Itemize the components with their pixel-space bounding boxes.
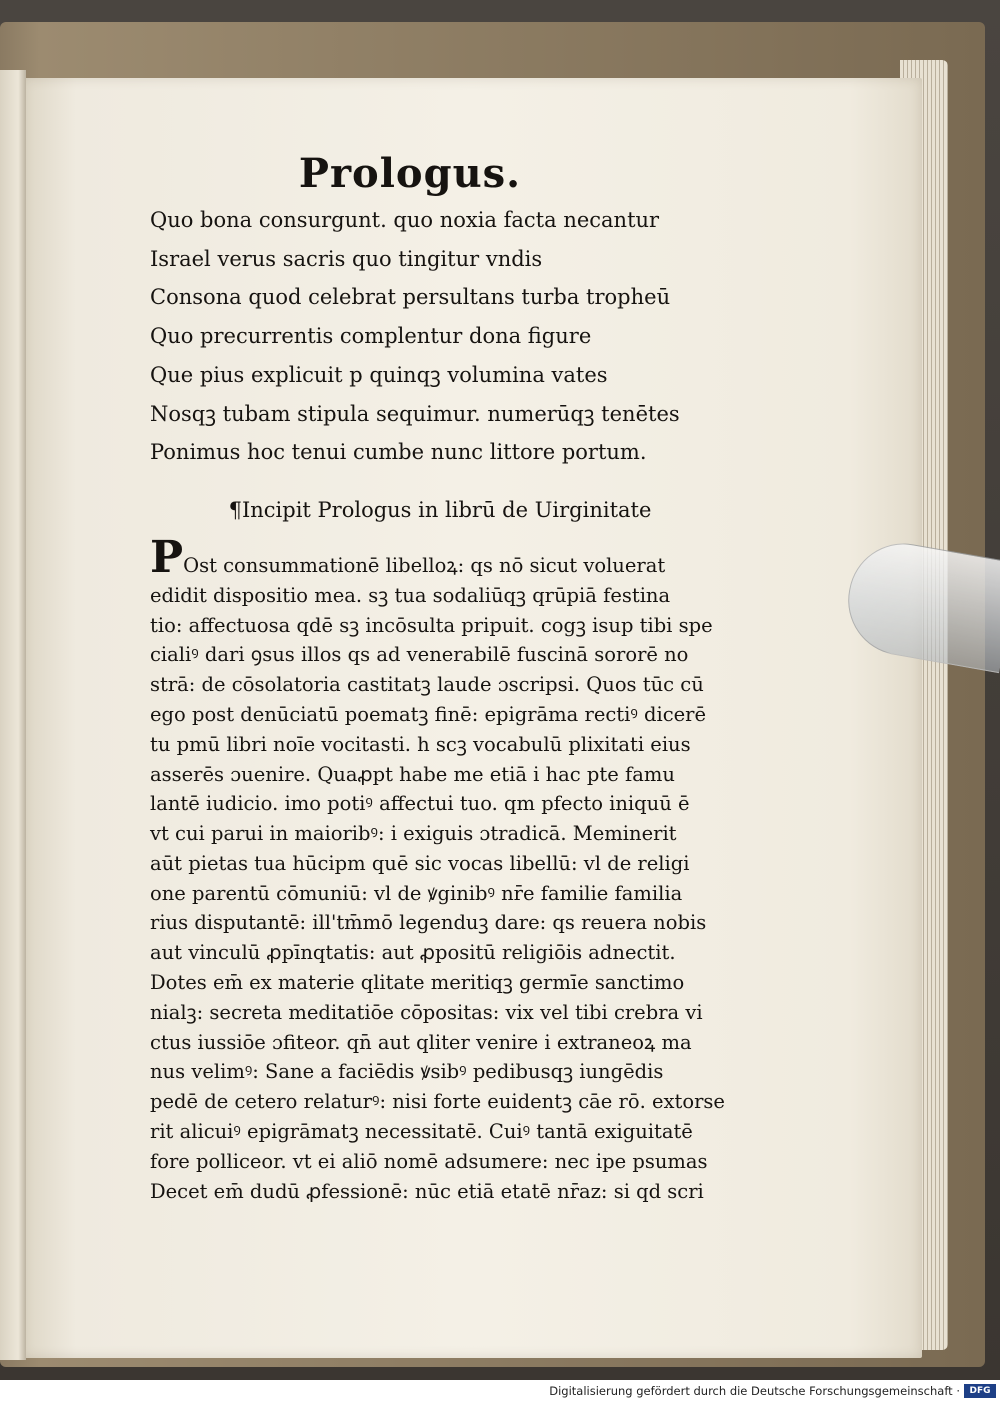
prose-line: edidit dispositio mea. sꝫ tua sodaliūqꝫ qrūpiā festina xyxy=(150,583,671,607)
prose-line xyxy=(150,531,710,583)
prose-line: rius disputantē: ill'tm̄mō legenduꝫ dare: qs reuera nobis xyxy=(150,911,707,935)
dfg-logo[interactable]: DFG xyxy=(964,1384,996,1398)
prose-line: tio: affectuosa qdē sꝫ incōsulta pripuit. cogꝫ isup tibi spe xyxy=(150,613,713,637)
drop-capital: P xyxy=(150,531,184,583)
prose-line: nialꝫ: secreta meditatiōe cōpositas: vix vel tibi crebra vi xyxy=(150,1000,703,1024)
prose-line: one parentū cōmuniū: vl de ꝟginibꝰ nr̄e familie familia xyxy=(150,881,683,905)
prose-line: rit alicuiꝰ epigrāmatꝫ necessitatē. Cuiꝰ tantā exiguitatē xyxy=(150,1120,693,1144)
funding-credit: Digitalisierung gefördert durch die Deutsche Forschungsgemeinschaft · xyxy=(549,1384,960,1398)
verse-line: Consona quod celebrat persultans turba tropheū xyxy=(150,285,671,310)
prose-line: pedē de cetero relaturꝰ: nisi forte euidentꝫ cāe rō. extorse xyxy=(150,1090,725,1114)
prose-line: Decet em̄ dudū ꝓfessionē: nūc etiā etatē nr̄az: si qd scri xyxy=(150,1179,704,1203)
prose-line: tu pmū libri noīe vocitasti. h scꝫ vocabulū plixitati eius xyxy=(150,732,691,756)
prose-line: fore polliceor. vt ei aliō nomē adsumere: nec ipe psumas xyxy=(150,1149,708,1173)
prose-line: cialiꝰ dari ꝯsus illos qs ad venerabilē fuscinā sororē no xyxy=(150,643,689,667)
prose-line: aūt pietas tua hūcipm quē sic vocas libellū: vl de religi xyxy=(150,851,690,875)
prose-line: aut vinculū ꝓpīnqtatis: aut ꝓpositū religiōis adnectit. xyxy=(150,941,676,965)
prose-block xyxy=(150,531,725,1207)
verse-line: Nosqꝫ tubam stipula sequimur. numerūqꝫ tenētes xyxy=(150,401,680,426)
prose-line: lantē iudicio. imo potiꝰ affectui tuo. qm pfecto iniquū ē xyxy=(150,792,690,816)
prose-line: Dotes em̄ ex materie qlitate meritiqꝫ germīe sanctimo xyxy=(150,971,685,995)
verse-line: Quo precurrentis complentur dona figure xyxy=(150,324,592,349)
left-page-edge xyxy=(0,70,26,1360)
incipit-heading: ¶Incipit Prologus in librū de Uirginitate xyxy=(228,497,652,522)
verse-line: Ponimus hoc tenui cumbe nunc littore portum. xyxy=(150,440,647,465)
prose-line-text: Ost consummationē libelloꝝ: qs nō sicut voluerat xyxy=(183,553,666,577)
prose-line: ctus iussiōe ɔfiteor. qn̄ aut qliter venire i extraneoꝝ ma xyxy=(150,1030,692,1054)
verse-line: Israel verus sacris quo tingitur vndis xyxy=(150,246,543,271)
page-title: Prologus. xyxy=(298,150,522,197)
prose-line: nus velimꝰ: Sane a faciēdis ꝟsibꝰ pedibusqꝫ iungēdis xyxy=(150,1060,664,1084)
prose-line: strā: de cōsolatoria castitatꝫ laude ɔscripsi. Quos tūc cū xyxy=(150,673,704,697)
verse-line: Quo bona consurgunt. quo noxia facta necantur xyxy=(150,208,660,232)
footer-bar xyxy=(0,1380,1000,1402)
verse-line: Que pius explicuit p quinqꝫ volumina vates xyxy=(150,362,608,387)
verse-block xyxy=(150,201,710,472)
prose-line: ego post denūciatū poematꝫ finē: epigrāma rectiꝰ dicerē xyxy=(150,702,707,726)
prose-line: vt cui parui in maioribꝰ: i exiguis ɔtradicā. Meminerit xyxy=(150,822,677,846)
prose-line: asserēs ɔuenire. Quaꝓpt habe me etiā i hac pte famu xyxy=(150,762,675,786)
page-text xyxy=(150,150,725,1206)
